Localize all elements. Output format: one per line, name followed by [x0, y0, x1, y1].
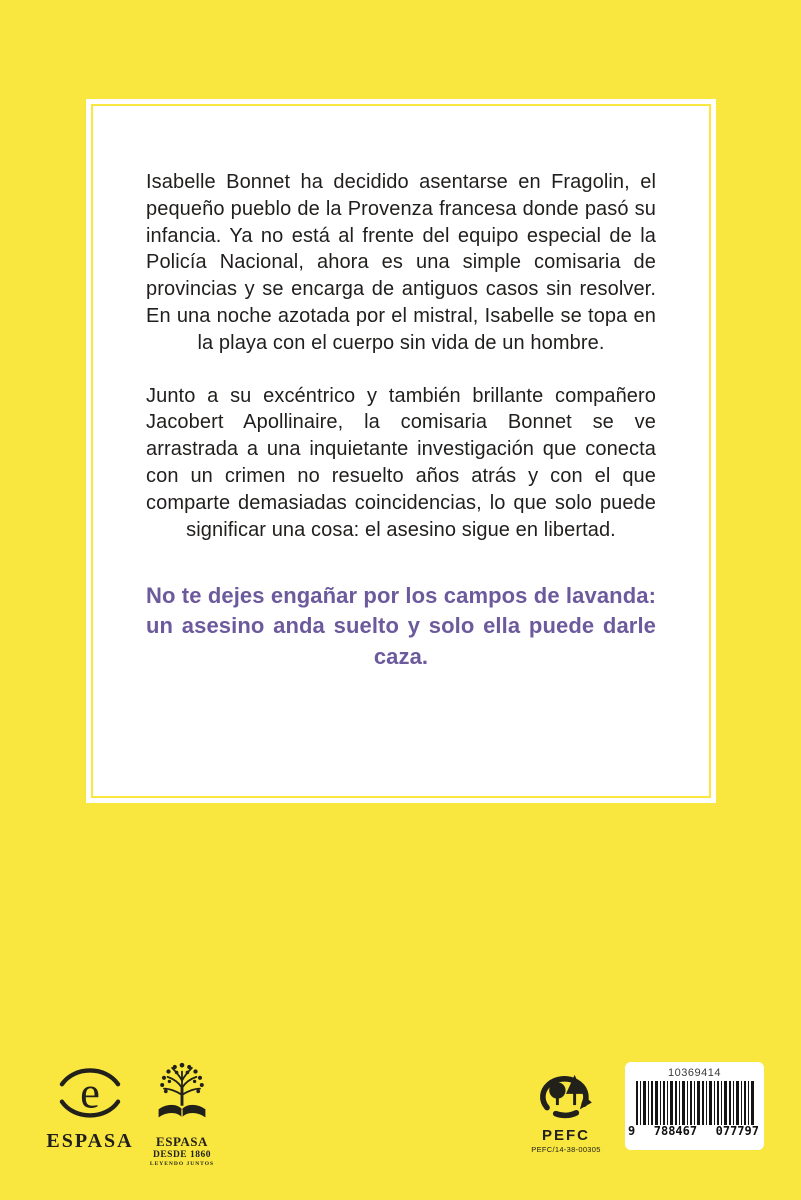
espasa-1860-logo [140, 1060, 224, 1167]
barcode-isbn [625, 1125, 764, 1138]
isbn-group-1: 788467 [653, 1124, 698, 1139]
pefc-label: PEFC [541, 1127, 590, 1144]
svg-text:e: e [80, 1067, 100, 1118]
espasa-logo [36, 1062, 144, 1153]
pefc-logo [514, 1066, 618, 1154]
synopsis-paragraph-2: Junto a su excéntrico y también brillante compañero Jacobert Apollinaire, la comisaria Bonnet se ve arrastrada a una inquietante investigación que conecta con un crimen no resuelto años atrás y con el que comparte demasiadas coincidencias, lo que solo puede significar una cosa: el asesino sigue en libertad. [146, 384, 656, 541]
barcode-top-number: 10369414 [668, 1067, 721, 1079]
synopsis-text-block [146, 169, 656, 672]
espasa-eye-icon [55, 1062, 125, 1122]
synopsis-paragraph-1: Isabelle Bonnet ha decidido asentarse en Fragolin, el pequeño pueblo de la Provenza francesa donde pasó su infancia. Ya no está al frente del equipo especial de la Policía Nacional, ahora es una simple comisaria de provincias y se encarga de antiguos casos sin resolver. En una noche azotada por el mistral, Isabelle se topa en la playa con el cuerpo sin vida de un hombre. [146, 171, 656, 354]
imprint-motto: LEYENDO JUNTOS [149, 1161, 215, 1167]
pefc-code: PEFC/14-38-00305 [531, 1145, 601, 1154]
synopsis-panel [86, 99, 716, 803]
isbn-group-2: 077797 [715, 1124, 759, 1139]
imprint-name: ESPASA [156, 1134, 208, 1149]
barcode-label [625, 1062, 764, 1150]
tagline: No te dejes engañar por los campos de lavanda: un asesino anda suelto y solo ella puede darle caza. [146, 583, 656, 669]
imprint-since: DESDE 1860 [152, 1150, 212, 1160]
pefc-trees-icon [535, 1066, 597, 1120]
barcode-bars-icon [636, 1081, 754, 1125]
espasa-wordmark: ESPASA [46, 1130, 134, 1152]
espasa-tree-icon [155, 1060, 209, 1128]
isbn-first-digit: 9 [628, 1124, 636, 1139]
